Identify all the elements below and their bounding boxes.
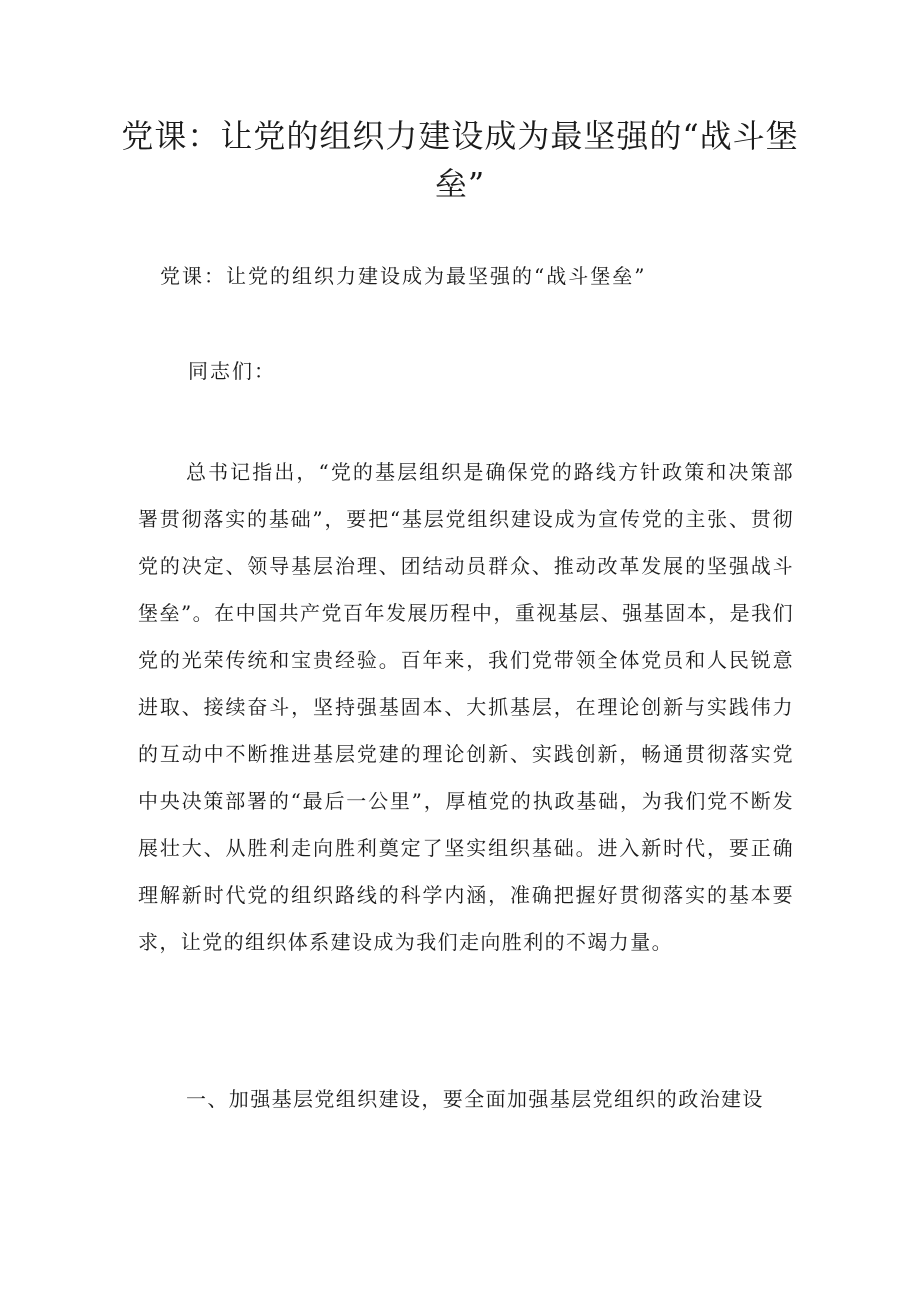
body-paragraph: 总书记指出，“党的基层组织是确保党的路线方针政策和决策部署贯彻落实的基础”，要把“基层党组织建设成为宣传党的主张、贯彻党的决定、领导基层治理、团结动员群众、推动改革发展的坚强战斗堡垒”。在中国共产党百年发展历程中，重视基层、强基固本，是我们党的光荣传统和宝贵经验。百年来，我们党带领全体党员和人民锐意进取、接续奋斗，坚持强基固本、大抓基层，在理论创新与实践伟力的互动中不断推进基层党建的理论创新、实践创新，畅通贯彻落实党中央决策部署的“最后一公里”，厚植党的执政基础，为我们党不断发展壮大、从胜利走向胜利奠定了坚实组织基础。进入新时代，要正确理解新时代党的组织路线的科学内涵，准确把握好贯彻落实的基本要求，让党的组织体系建设成为我们走向胜利的不竭力量。 <box>138 460 794 954</box>
section-heading: 一、加强基层党组织建设，要全面加强基层党组织的政治建设 <box>186 1087 764 1111</box>
document-title: 党课：让党的组织力建设成为最坚强的“战斗堡垒” <box>121 117 799 203</box>
salutation: 同志们： <box>188 359 276 383</box>
document-subtitle: 党课：让党的组织力建设成为最坚强的“战斗堡垒” <box>160 264 647 288</box>
